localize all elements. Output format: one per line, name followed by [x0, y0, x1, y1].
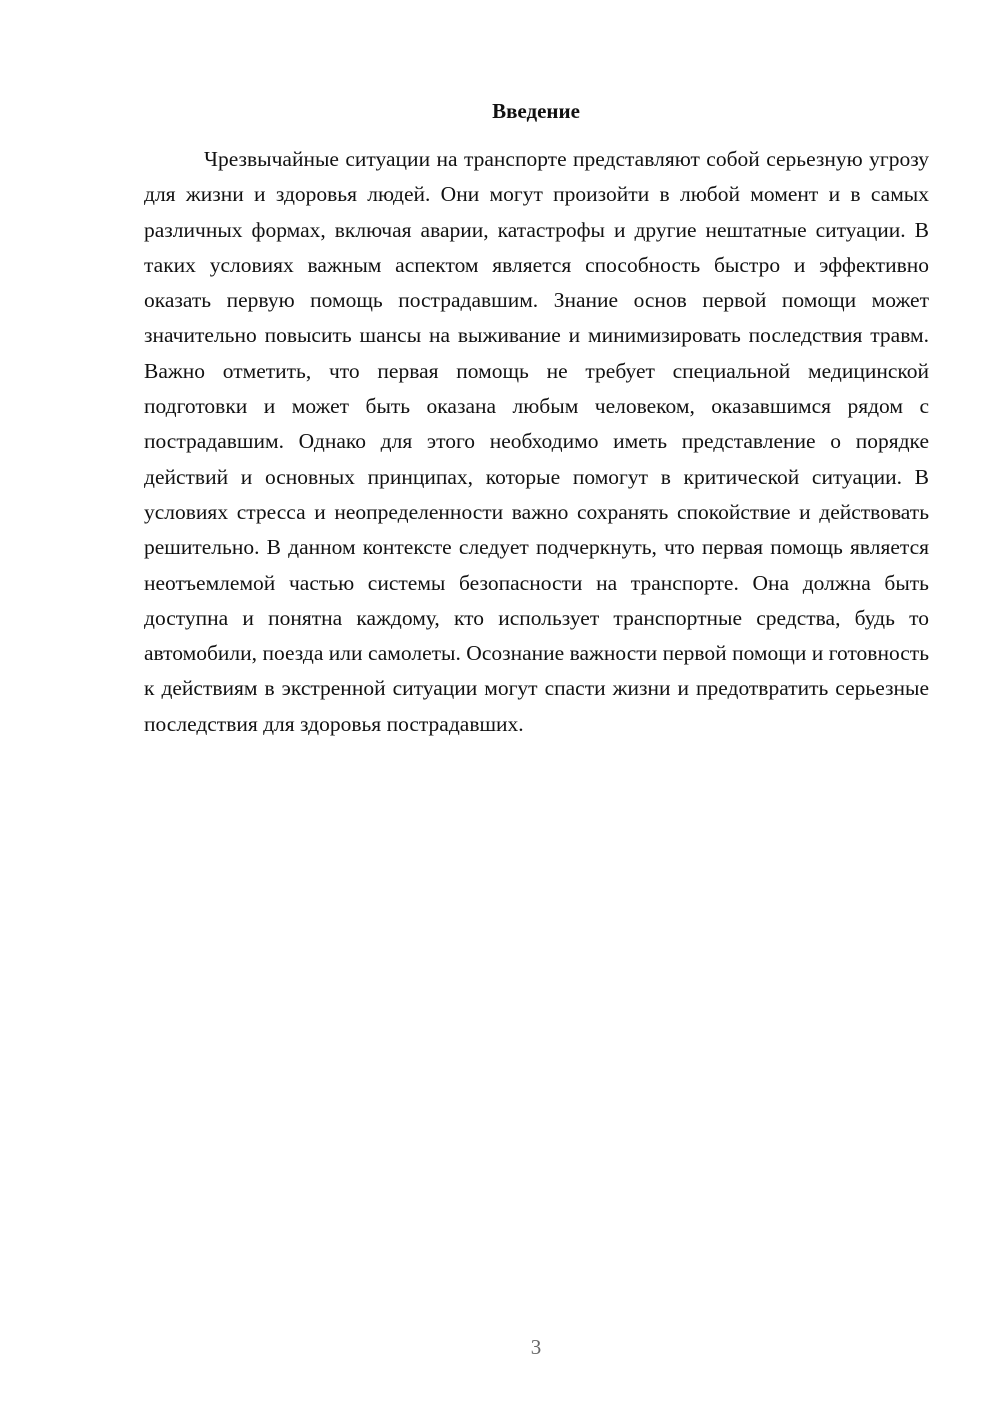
body-paragraph: Чрезвычайные ситуации на транспорте представляют собой серьезную угрозу для жизни и здоровья людей. Они могут произойти в любой момент и в самых различных формах, включая аварии, катастрофы и другие нештатные ситуации. В таких условиях важным аспектом является способность быстро и эффективно оказать первую помощь пострадавшим. Знание основ первой помощи может значительно повысить шансы на выживание и минимизировать последствия травм. Важно отметить, что первая помощь не требует специальной медицинской подготовки и может быть оказана любым человеком, оказавшимся рядом с пострадавшим. Однако для этого необходимо иметь представление о порядке действий и основных принципах, которые помогут в критической ситуации. В условиях стресса и неопределенности важно сохранять спокойствие и действовать решительно. В данном контексте следует подчеркнуть, что первая помощь является неотъемлемой частью системы безопасности на транспорте. Она должна быть доступна и понятна каждому, кто использует транспортные средства, будь то автомобили, поезда или самолеты. Осознание важности первой помощи и готовность к действиям в экстренной ситуации могут спасти жизни и предотвратить серьезные последствия для здоровья пострадавших.: [144, 147, 929, 736]
section-heading: Введение: [492, 99, 580, 123]
page-number: 3: [530, 1335, 542, 1359]
